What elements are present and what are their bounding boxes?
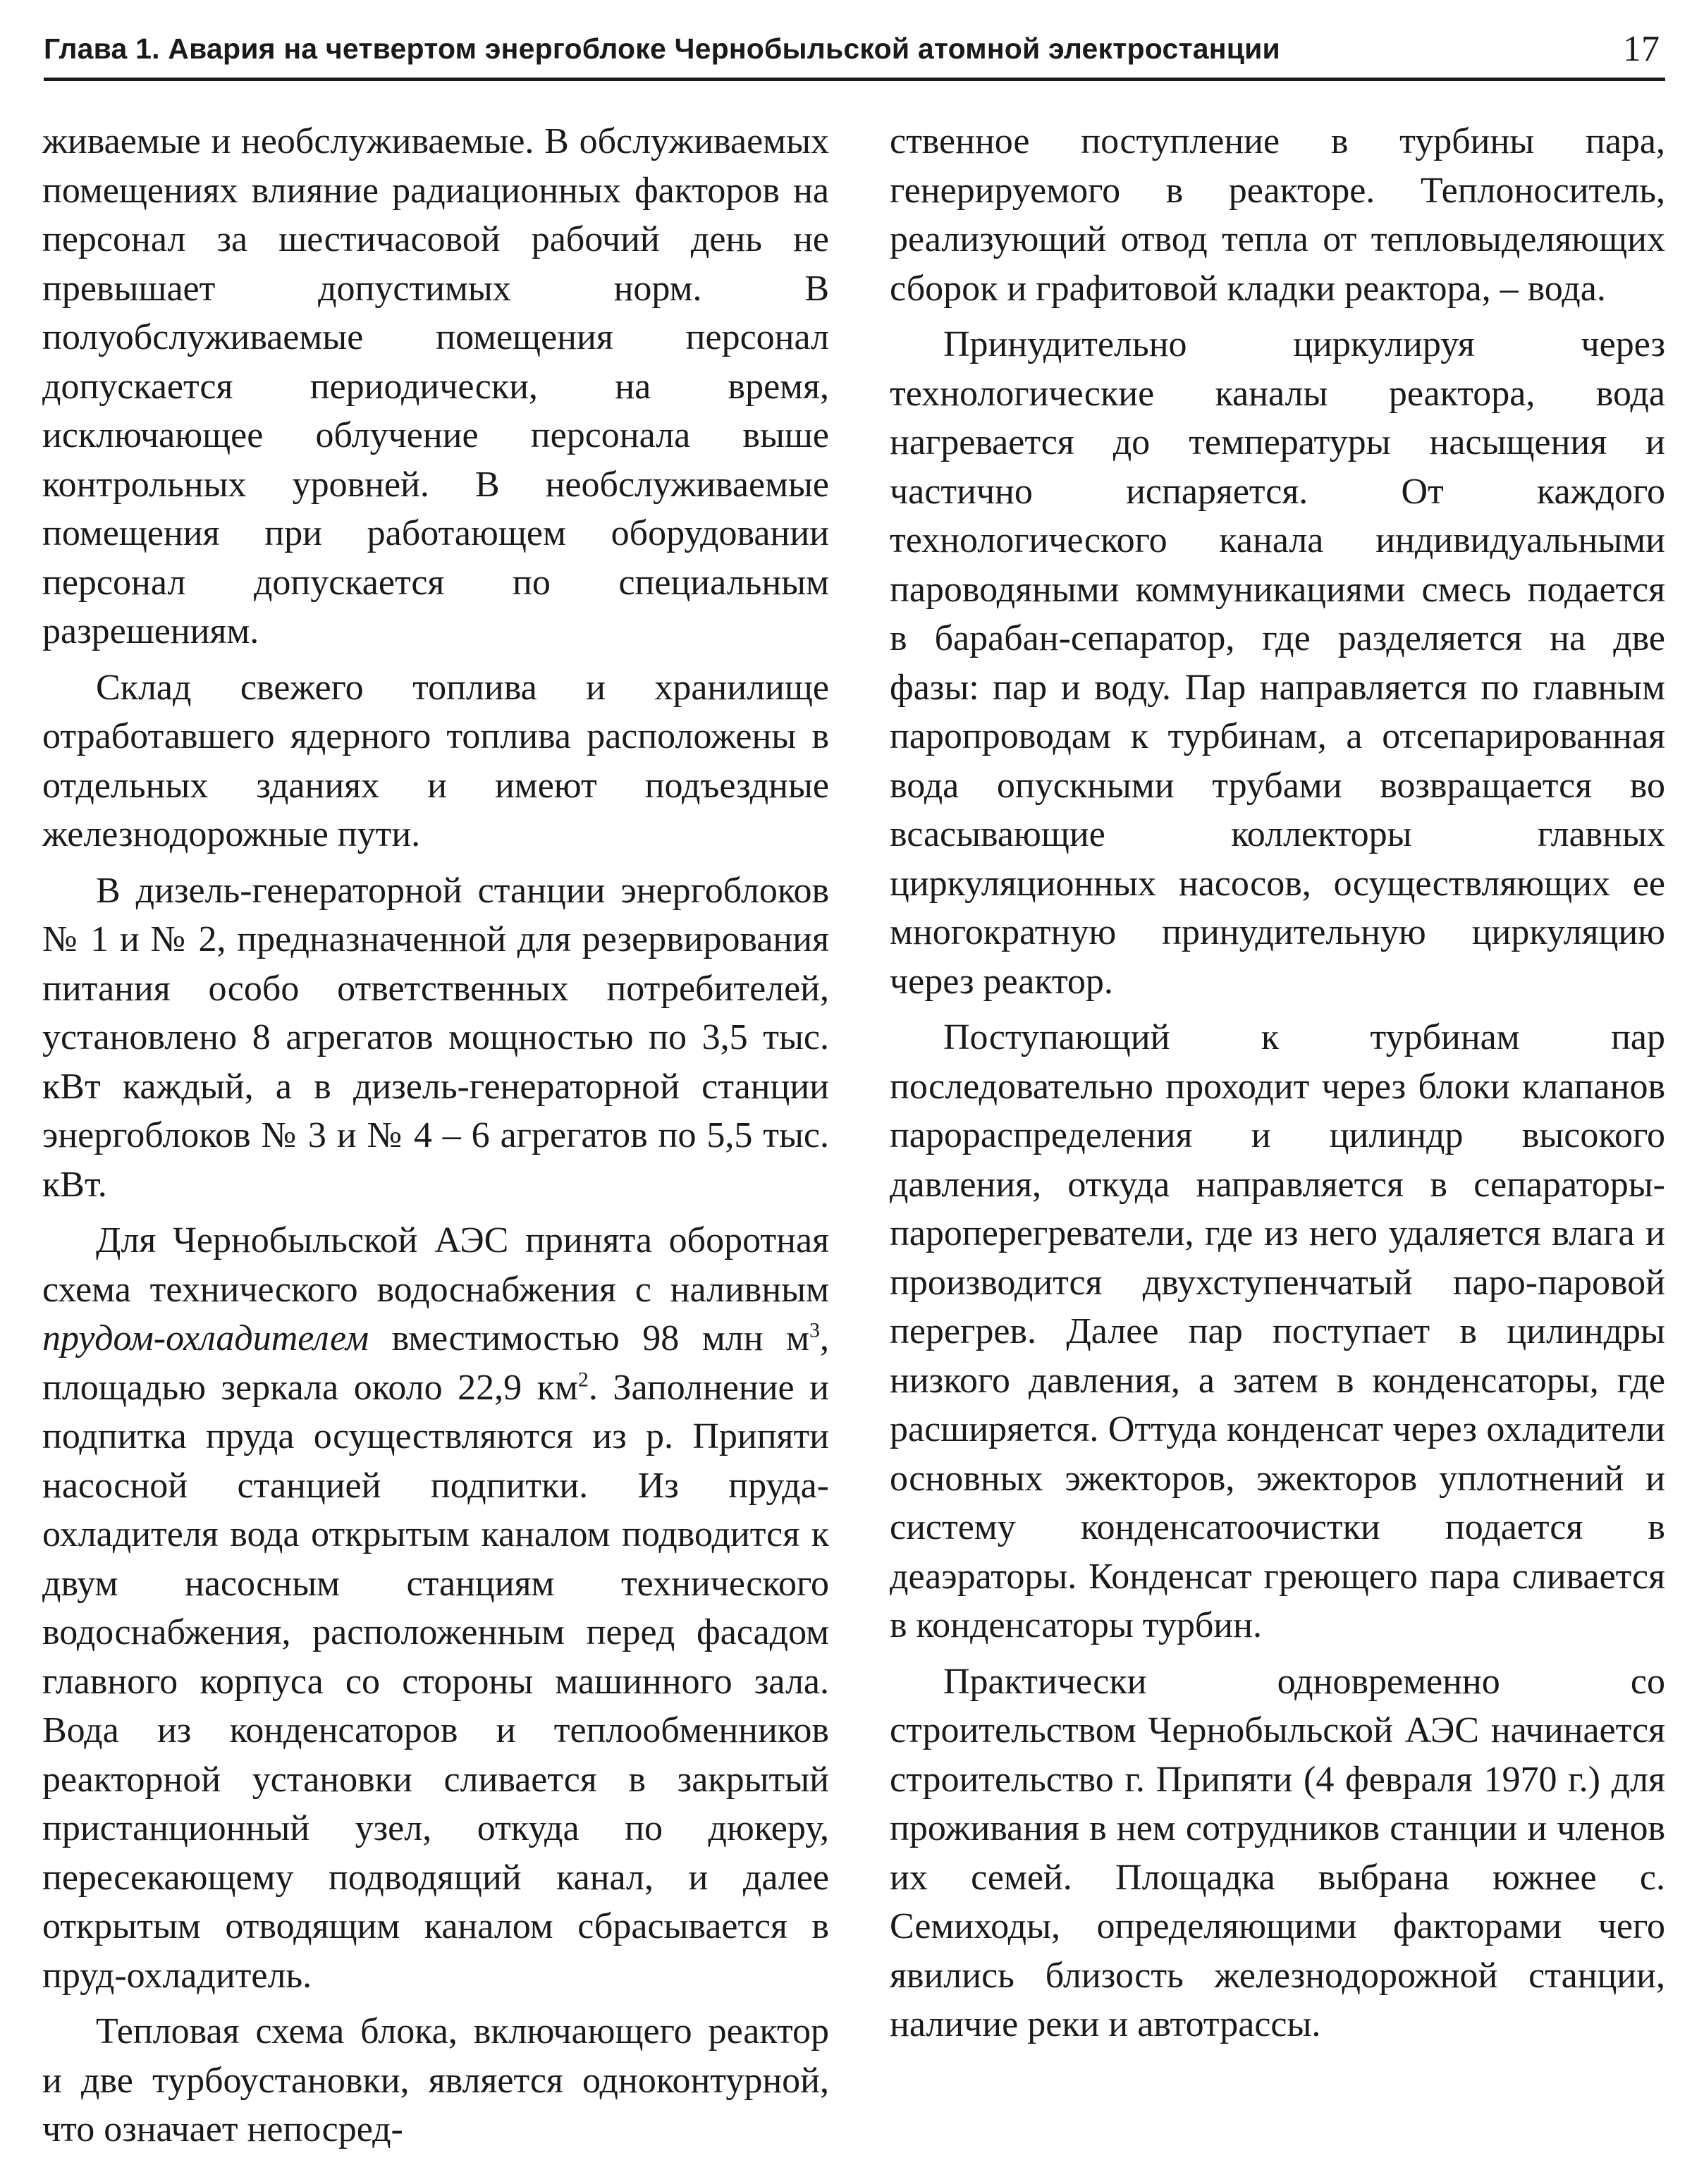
superscript: 3: [809, 1318, 820, 1342]
left-column: [42, 117, 829, 2161]
page-number: 17: [1623, 29, 1660, 69]
paragraph-steam-generation: ственное поступление в турбины пара, генерируемого в реакторе. Теплоноситель, реализующий отвод тепла от тепловыделяющих сборок и графитовой кладки реактора, – вода.: [890, 121, 1665, 309]
right-column: [890, 117, 1665, 2056]
text-segment: . Заполнение и подпитка пруда осуществляются из р. Припяти насосной станцией подпитки. Из пруда-охладителя вода открытым каналом подводится к двум насосным станциям технического водоснабжения, расположенным перед фасадом главного корпуса со стороны машинного зала. Вода из конденсаторов и теплообменников реакторной установки сливается в закрытый пристанционный узел, откуда по дюкеру, пересекающему подводящий канал, и далее открытым отводящим каналом сбрасывается в пруд-охладитель.: [42, 1367, 829, 1996]
text-segment: , площадью зеркала около 22,9 км: [42, 1318, 829, 1408]
paragraph-service-rooms: живаемые и необслуживаемые. В обслуживаемых помещениях влияние радиационных факторов на персонал за шестичасовой рабочий день не превышает допустимых норм. В полуобслуживаемые помещения персонал допускается периодически, на время, исключающее облучение персонала выше контрольных уровней. В необслуживаемые помещения при работающем оборудовании персонал допускается по специальным разрешениям.: [42, 121, 829, 651]
emphasis-term: прудом-охладителем: [42, 1318, 369, 1358]
paragraph-water-supply: [42, 1216, 829, 2000]
chapter-title: Глава 1. Авария на четвертом энергоблоке Чернобыльской атомной электростанции: [44, 32, 1280, 65]
paragraph-turbine-steam: Поступающий к турбинам пар последовательно проходит через блоки клапанов парораспределения и цилиндр высокого давления, откуда направляется в сепараторы-пароперегреватели, где из него удаляется влага и производится двухступенчатый паро-паровой перегрев. Далее пар поступает в цилиндры низкого давления, а затем в конденсаторы, где расширяется. Оттуда конденсат через охладители основных эжекторов, эжекторов уплотнений и систему конденсатоочистки подается в деаэраторы. Конденсат греющего пара сливается в конденсаторы турбин.: [890, 1017, 1665, 1645]
paragraph-forced-circulation: Принудительно циркулируя через технологические каналы реактора, вода нагревается до температуры насыщения и частично испаряется. От каждого технологического канала индивидуальными пароводяными коммуникациями смесь подается в барабан-сепаратор, где разделяется на две фазы: пар и воду. Пар направляется по главным паропроводам к турбинам, а отсепарированная вода опускными трубами возвращается во всасывающие коллекторы главных циркуляционных насосов, осуществляющих ее многократную принудительную циркуляцию через реактор.: [890, 324, 1665, 1002]
superscript: 2: [577, 1368, 589, 1392]
paragraph-pripyat-construction: Практически одновременно со строительством Чернобыльской АЭС начинается строительство г. Припяти (4 февраля 1970 г.) для проживания в нем сотрудников станции и членов их семей. Площадка выбрана южнее с. Семиходы, определяющими факторами чего явились близость железнодорожной станции, наличие реки и автотрассы.: [890, 1661, 1665, 2044]
text-segment: вместимостью 98 млн м: [369, 1318, 809, 1358]
running-header: [44, 28, 1665, 81]
paragraph-thermal-scheme: Тепловая схема блока, включающего реактор и две турбоустановки, является одноконтурной, что означает непосред-: [42, 2011, 829, 2149]
paragraph-diesel-generators: В дизель-генераторной станции энергоблоков № 1 и № 2, предназначенной для резервирования питания особо ответственных потребителей, установлено 8 агрегатов мощностью по 3,5 тыс. кВт каждый, а в дизель-генераторной станции энергоблоков № 3 и № 4 – 6 агрегатов по 5,5 тыс. кВт.: [42, 870, 829, 1205]
paragraph-fuel-storage: Склад свежего топлива и хранилище отработавшего ядерного топлива расположены в отдельных зданиях и имеют подъездные железнодорожные пути.: [42, 667, 829, 854]
text-segment: Для Чернобыльской АЭС принята оборотная схема технического водоснабжения с наливным: [42, 1220, 829, 1310]
